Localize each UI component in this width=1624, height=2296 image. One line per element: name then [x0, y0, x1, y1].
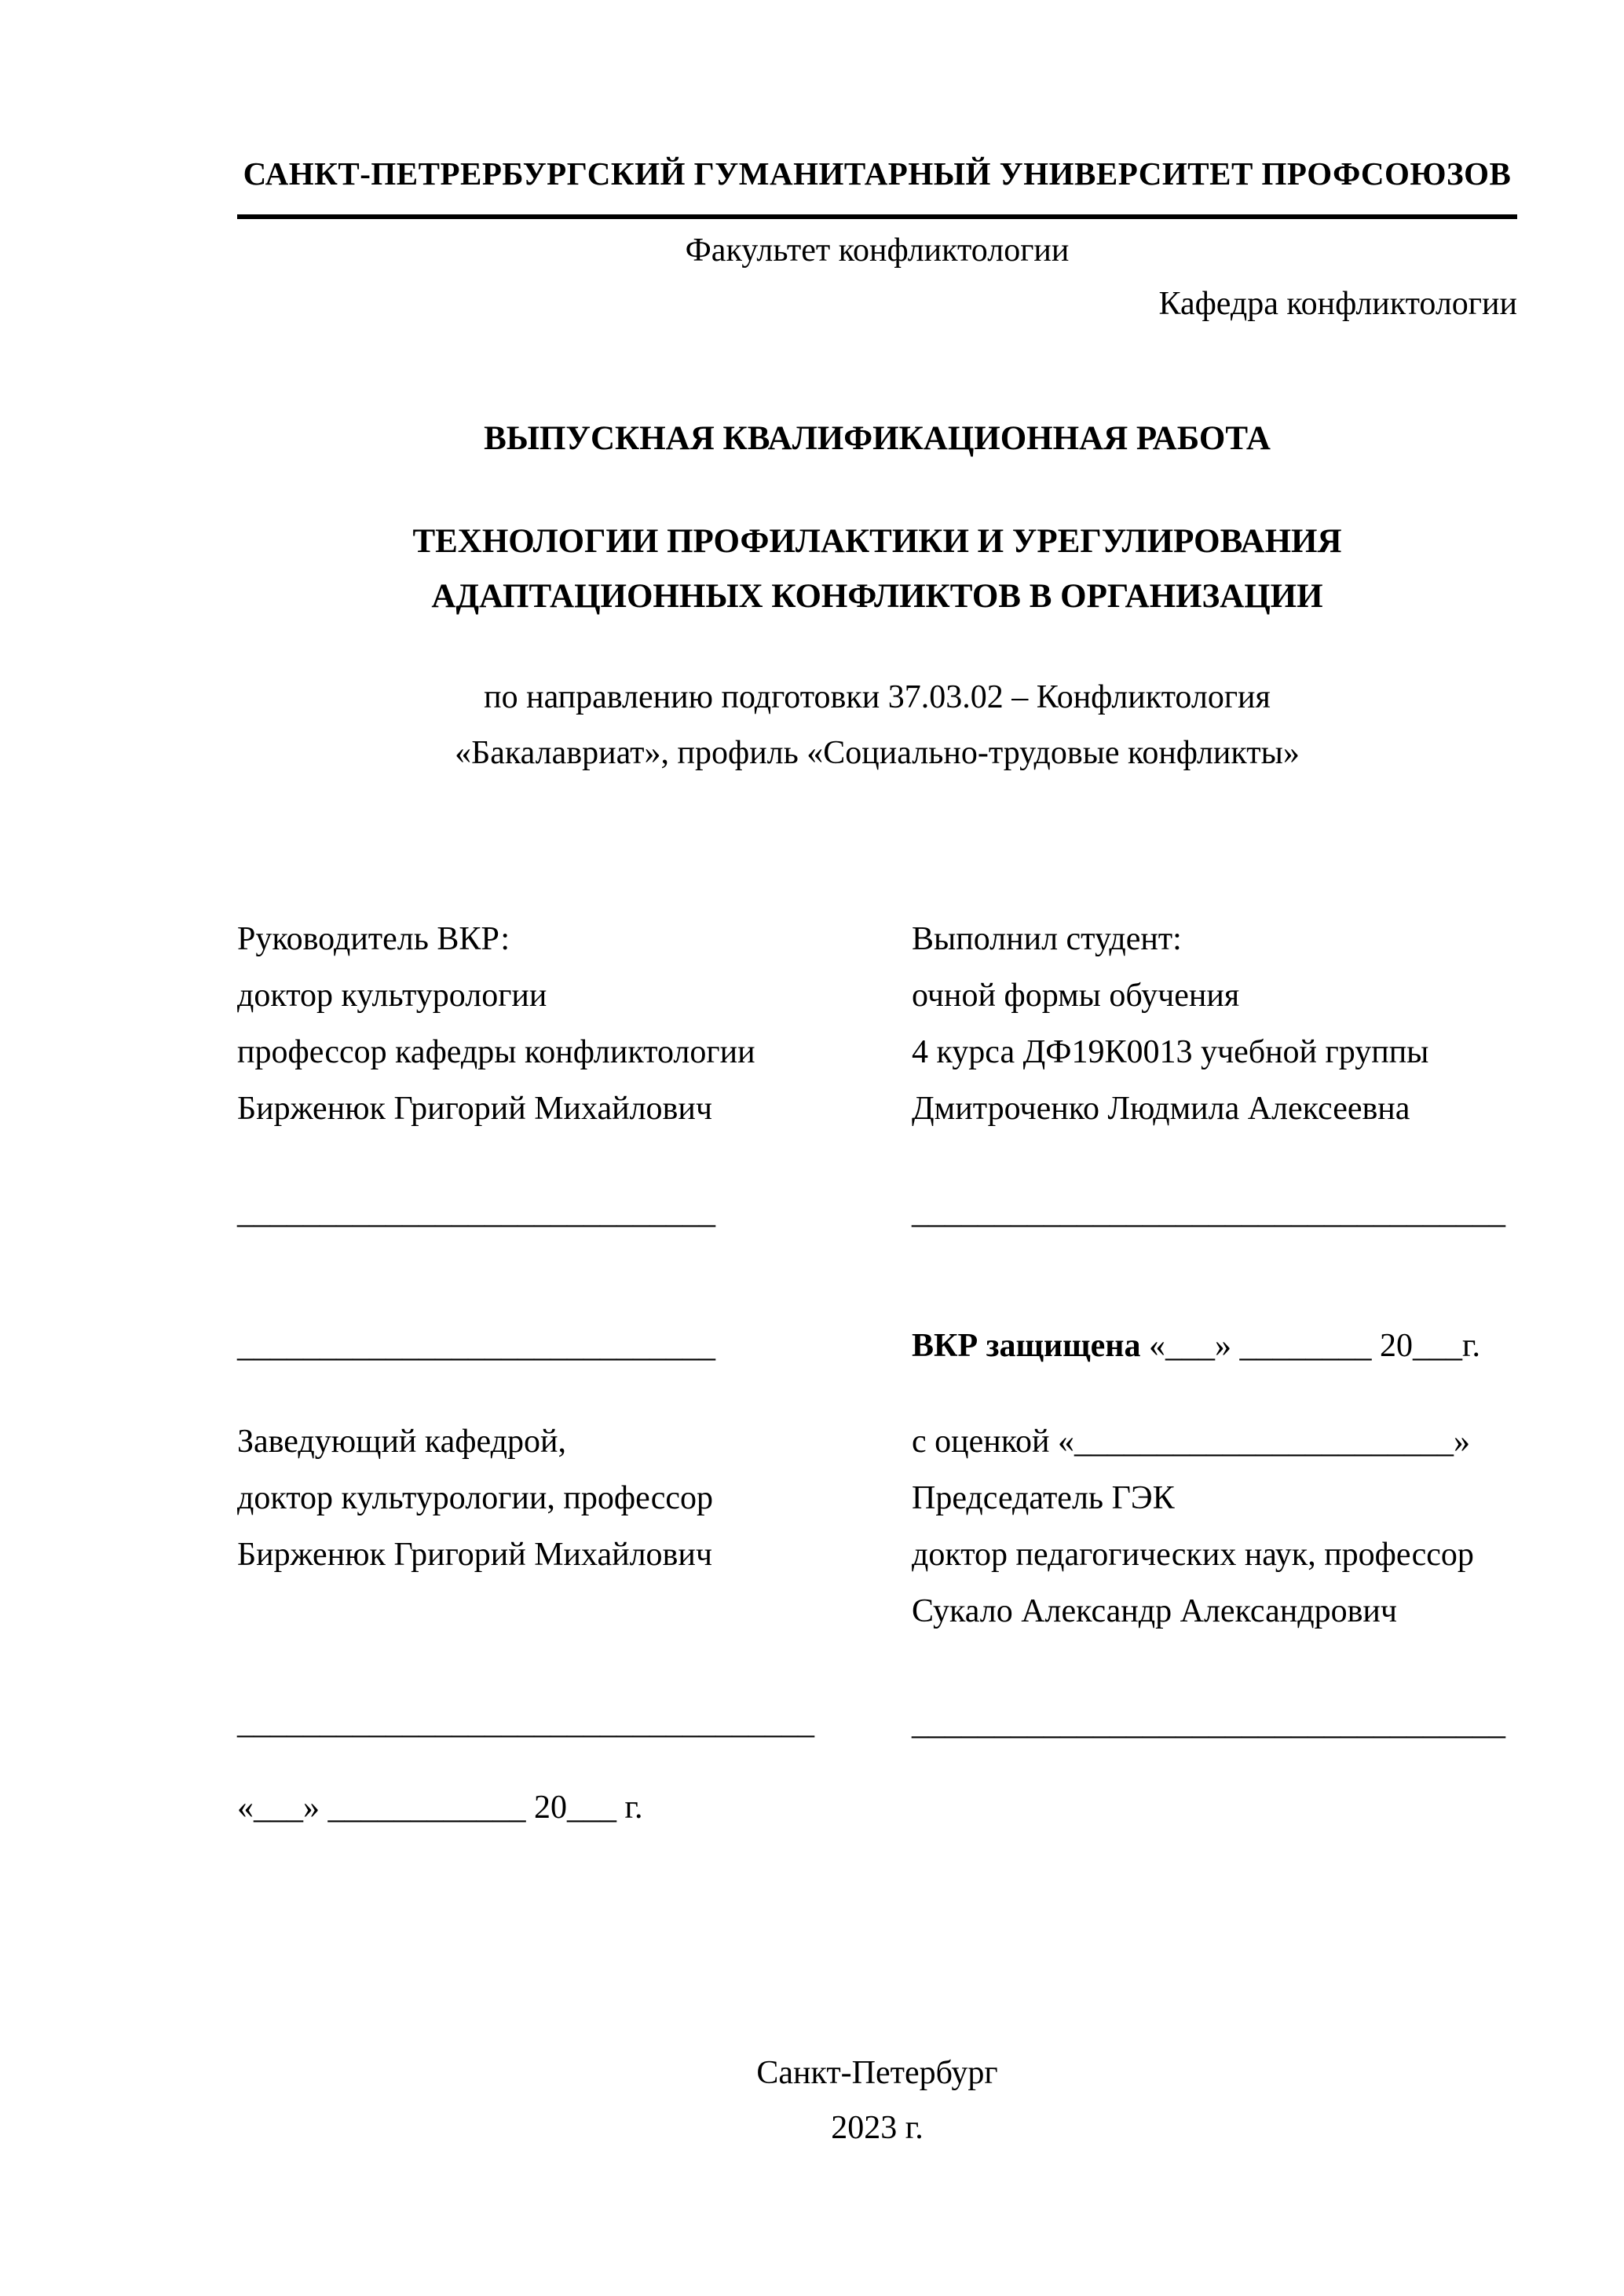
left-column: [237, 911, 912, 1836]
student-signature-line: ____________________________________: [912, 1194, 1505, 1230]
program-direction-line: по направлению подготовки 37.03.02 – Конфликтология: [484, 679, 1271, 715]
faculty-line: Факультет конфликтологии: [685, 232, 1070, 269]
chairman-signature-line: ____________________________________: [912, 1706, 1505, 1742]
right-column: [912, 911, 1517, 1836]
defense-date-blanks: «___» ________ 20___г.: [1140, 1328, 1480, 1364]
program-info: [237, 670, 1517, 781]
footer: [237, 2046, 1517, 2155]
supervisor-role-label: Руководитель ВКР:: [237, 921, 510, 957]
gek-chairman-name: Сукало Александр Александрович: [912, 1593, 1398, 1629]
dept-head-degree: доктор культурологии, профессор: [237, 1480, 714, 1516]
supervisor-name: Бирженюк Григорий Михайлович: [237, 1091, 712, 1127]
gek-chairman-label: Председатель ГЭК: [912, 1480, 1175, 1516]
work-type-heading: ВЫПУСКНАЯ КВАЛИФИКАЦИОННАЯ РАБОТА: [484, 420, 1271, 457]
defense-defended-label: ВКР защищена: [912, 1328, 1141, 1364]
supervisor-degree: доктор культурологии: [237, 978, 547, 1014]
thesis-topic-line2: АДАПТАЦИОННЫХ КОНФЛИКТОВ В ОРГАНИЗАЦИИ: [431, 578, 1323, 615]
department-line: Кафедра конфликтологии: [1158, 286, 1517, 322]
grade-line: с оценкой «_______________________»: [912, 1424, 1470, 1460]
student-group: 4 курса ДФ19К0013 учебной группы: [912, 1034, 1429, 1070]
gek-chairman-degree: доктор педагогических наук, профессор: [912, 1537, 1474, 1573]
student-label: Выполнил студент:: [912, 921, 1182, 957]
footer-city: Санкт-Петербург: [756, 2055, 998, 2091]
defense-date-row: [912, 1318, 1517, 1374]
supervisor-signature-line-1: _____________________________: [237, 1194, 715, 1230]
dept-head-name: Бирженюк Григорий Михайлович: [237, 1537, 712, 1573]
thesis-topic-line1: ТЕХНОЛОГИИ ПРОФИЛАКТИКИ И УРЕГУЛИРОВАНИЯ: [412, 523, 1342, 560]
signature-columns: [237, 911, 1517, 1836]
header-rule: [237, 214, 1517, 219]
thesis-topic: [237, 514, 1517, 624]
university-name: САНКТ-ПЕТРЕРБУРГСКИЙ ГУМАНИТАРНЫЙ УНИВЕРСИТЕТ ПРОФСОЮЗОВ: [243, 155, 1512, 192]
program-profile-line: «Бакалавриат», профиль «Социально-трудовые конфликты»: [455, 735, 1300, 771]
dept-head-date-line: «___» ____________ 20___ г.: [237, 1790, 643, 1826]
supervisor-position: профессор кафедры конфликтологии: [237, 1034, 755, 1070]
dept-head-role: Заведующий кафедрой,: [237, 1424, 566, 1460]
student-name: Дмитроченко Людмила Алексеевна: [912, 1091, 1410, 1127]
supervisor-signature-line-2: _____________________________: [237, 1328, 715, 1364]
dept-head-signature-line: ___________________________________: [237, 1705, 814, 1741]
student-study-form: очной формы обучения: [912, 978, 1240, 1014]
footer-year: 2023 г.: [831, 2110, 924, 2146]
